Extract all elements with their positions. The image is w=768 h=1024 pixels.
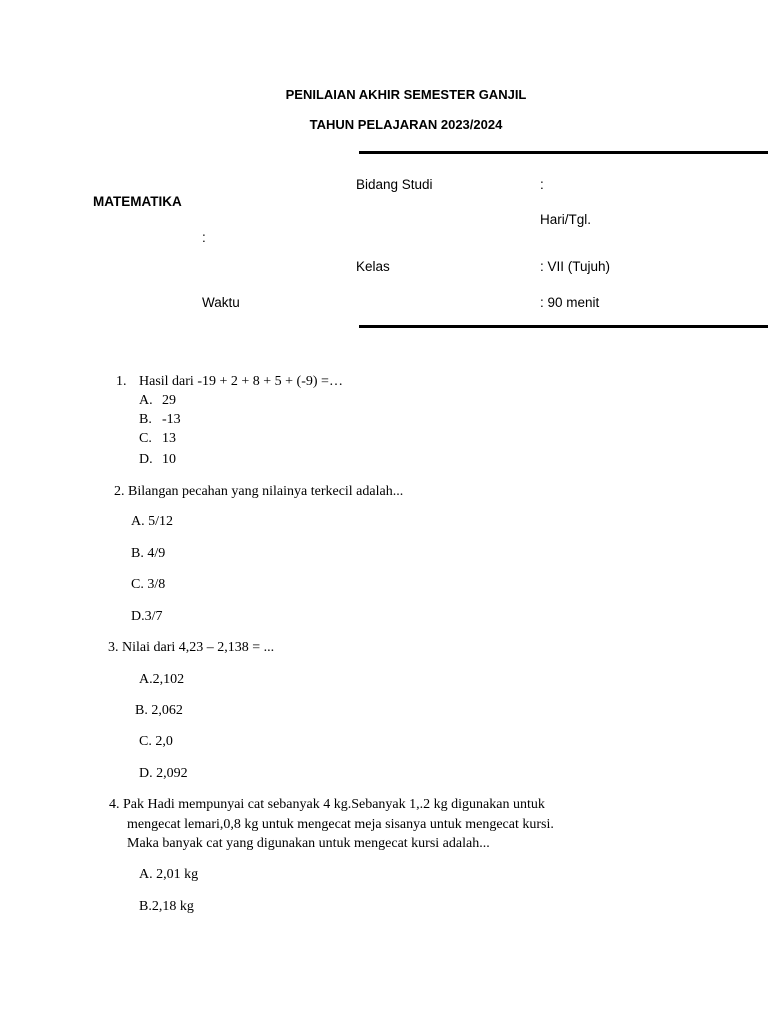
- top-divider: [359, 151, 768, 154]
- q3-option: A.2,102: [139, 672, 185, 687]
- q1-option-text: 13: [162, 431, 176, 446]
- bidang-studi-label: Bidang Studi: [356, 177, 433, 192]
- exam-title: PENILAIAN AKHIR SEMESTER GANJIL: [285, 87, 527, 102]
- q3-option: D. 2,092: [139, 766, 188, 781]
- q1-option-text: -13: [162, 412, 181, 427]
- q3-text: 3. Nilai dari 4,23 – 2,138 = ...: [108, 640, 275, 655]
- bottom-divider: [359, 325, 768, 328]
- kelas-value: : VII (Tujuh): [540, 259, 611, 274]
- q1-option-letter: C.: [139, 431, 152, 446]
- q4-option: A. 2,01 kg: [139, 867, 199, 882]
- q4-option: B.2,18 kg: [139, 899, 194, 914]
- q4-line: 4. Pak Hadi mempunyai cat sebanyak 4 kg.Sebanyak 1,.2 kg digunakan untuk: [109, 797, 545, 812]
- q2-option: A. 5/12: [131, 514, 173, 529]
- waktu-value: : 90 menit: [540, 295, 600, 310]
- q1-option-text: 29: [162, 393, 176, 408]
- q3-option: B. 2,062: [135, 703, 183, 718]
- academic-year: TAHUN PELAJARAN 2023/2024: [309, 117, 503, 132]
- q4-line: Maka banyak cat yang digunakan untuk mengecat kursi adalah...: [127, 836, 490, 851]
- q2-option: D.3/7: [131, 609, 163, 624]
- q1-text: Hasil dari -19 + 2 + 8 + 5 + (-9) =…: [139, 374, 343, 389]
- bidang-studi-colon: :: [540, 177, 544, 192]
- q2-text: 2. Bilangan pecahan yang nilainya terkecil adalah...: [114, 484, 404, 499]
- q1-number: 1.: [116, 374, 127, 389]
- subject-name: MATEMATIKA: [93, 194, 182, 209]
- q4-line: mengecat lemari,0,8 kg untuk mengecat meja sisanya untuk mengecat kursi.: [127, 817, 554, 832]
- q1-option-letter: D.: [139, 452, 153, 467]
- waktu-label: Waktu: [202, 295, 240, 310]
- hari-tgl-label: Hari/Tgl.: [540, 212, 592, 227]
- q3-option: C. 2,0: [139, 734, 173, 749]
- q2-option: C. 3/8: [131, 577, 166, 592]
- q1-option-letter: B.: [139, 412, 152, 427]
- q1-option-text: 10: [162, 452, 176, 467]
- q2-option: B. 4/9: [131, 546, 166, 561]
- hari-tgl-colon: :: [202, 230, 206, 245]
- q1-option-letter: A.: [139, 393, 153, 408]
- kelas-label: Kelas: [356, 259, 390, 274]
